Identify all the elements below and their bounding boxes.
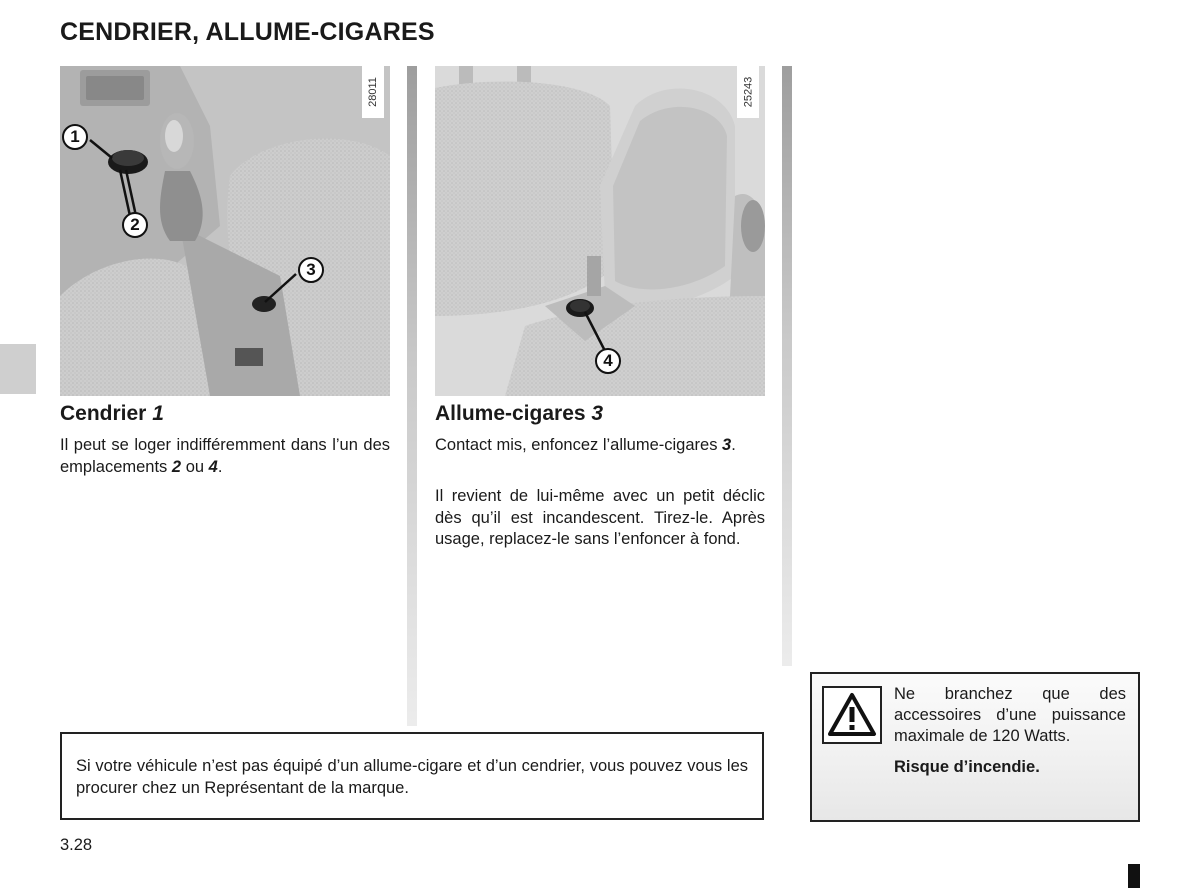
heading-allume-cigares: Allume-cigares 3	[435, 402, 604, 425]
callout-2: 2	[122, 212, 148, 238]
note-box	[60, 732, 764, 820]
warning-text: Ne branchez que des accessoires d’une puissance maximale de 120 Watts.	[894, 685, 1126, 745]
column-divider-right	[782, 66, 792, 666]
allume-paragraph-2: Il revient de lui-même avec un petit déclic dès qu’il est incandescent. Tirez-le. Après usage, replacez-le sans l’enfoncer à fond.	[435, 487, 765, 548]
chapter-tab	[0, 344, 36, 394]
page-title: CENDRIER, ALLUME-CIGARES	[60, 18, 435, 46]
note-text: Si votre véhicule n’est pas équipé d’un allume-cigare et d’un cendrier, vous pouvez vous les procurer chez un Représentant de la marque.	[76, 757, 748, 797]
console-photo-illustration	[60, 66, 390, 396]
warning-triangle-icon	[822, 686, 882, 744]
callout-4: 4	[595, 348, 621, 374]
rear-seat-photo-illustration	[435, 66, 765, 396]
warning-box	[810, 672, 1140, 822]
warning-risk: Risque d’incendie.	[894, 758, 1040, 776]
figure-center-console	[60, 66, 390, 396]
page-number: 3.28	[60, 836, 93, 854]
cendrier-paragraph: Il peut se loger indifféremment dans l’un des emplacements 2 ou 4.	[60, 436, 390, 476]
figure-code-left: 28011	[362, 66, 384, 118]
callout-3: 3	[298, 257, 324, 283]
figure-code-right: 25243	[737, 66, 759, 118]
allume-paragraph-1: Contact mis, enfoncez l’allume-cigares 3.	[435, 436, 736, 454]
figure-rear-seat	[435, 66, 765, 396]
heading-cendrier: Cendrier 1	[60, 402, 164, 425]
callout-1: 1	[62, 124, 88, 150]
page-edge-mark	[1128, 864, 1140, 888]
column-divider-left	[407, 66, 417, 726]
